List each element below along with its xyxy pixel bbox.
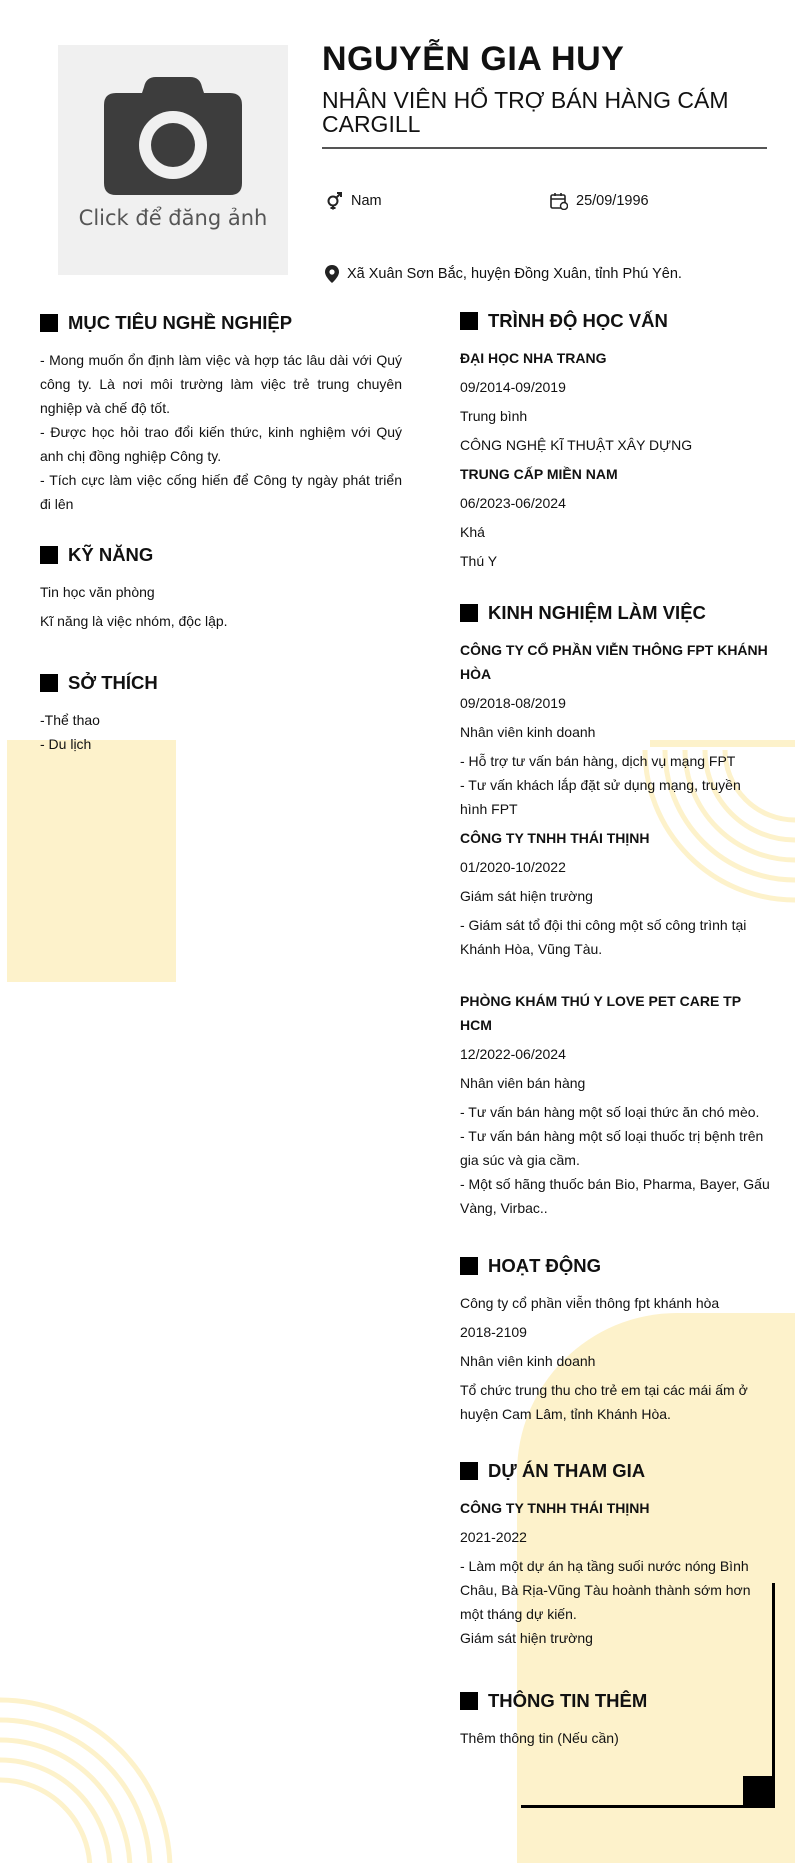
objective-line: - Tích cực làm việc cống hiến để Công ty ngày phát triển đi lên <box>40 472 402 512</box>
activity-description: Tổ chức trung thu cho trẻ em tại các mái ấm ở huyện Cam Lâm, tỉnh Khánh Hòa. <box>460 1382 748 1422</box>
gender-value: Nam <box>351 193 382 209</box>
school-major: CÔNG NGHỆ KĨ THUẬT XÂY DỰNG <box>460 437 693 453</box>
hobbies-section <box>40 672 402 756</box>
job-position: Nhân viên bán hàng <box>460 1075 586 1091</box>
job-detail: - Hỗ trợ tư vấn bán hàng, dịch vụ mạng FPT <box>460 753 736 769</box>
birthdate-info <box>550 192 649 210</box>
activity-org: Công ty cổ phần viễn thông fpt khánh hòa <box>460 1295 720 1311</box>
job-detail: - Tư vấn khách lắp đặt sử dụng mạng, truyền hình FPT <box>460 777 741 817</box>
heading-marker <box>460 312 478 330</box>
heading-marker <box>460 1692 478 1710</box>
education-section <box>460 310 770 573</box>
skill-item: Tin học văn phòng <box>40 584 155 600</box>
job-title: NHÂN VIÊN HỔ TRỢ BÁN HÀNG CÁM CARGILL <box>322 87 729 137</box>
school-period: 09/2014-09/2019 <box>460 379 566 395</box>
birthdate-value: 25/09/1996 <box>576 193 649 209</box>
job-detail: - Một số hãng thuốc bán Bio, Pharma, Bayer, Gấu Vàng, Virbac.. <box>460 1176 770 1216</box>
activities-heading: HOẠT ĐỘNG <box>460 1255 770 1277</box>
corner-vertical-line <box>772 1583 775 1808</box>
objective-line: - Được học hỏi trao đổi kiến thức, kinh nghiệm với Quý anh chị đồng nghiệp Công ty. <box>40 424 402 464</box>
job-position: Giám sát hiện trường <box>460 888 593 904</box>
job-company: CÔNG TY CỔ PHẦN VIỄN THÔNG FPT KHÁNH HÒA <box>460 642 768 682</box>
heading-marker <box>460 1257 478 1275</box>
address-value: Xã Xuân Sơn Bắc, huyện Đồng Xuân, tỉnh Phú Yên. <box>347 266 682 282</box>
arc-decoration-bottom-left <box>0 1690 180 1863</box>
corner-horizontal-line <box>521 1805 775 1808</box>
experience-heading: KINH NGHIỆM LÀM VIỆC <box>460 602 770 624</box>
school-major: Thú Y <box>460 553 498 569</box>
school-name: ĐẠI HỌC NHA TRANG <box>460 350 607 366</box>
school-name: TRUNG CẤP MIỀN NAM <box>460 466 618 482</box>
photo-caption: Click để đăng ảnh <box>78 206 268 230</box>
job-company: PHÒNG KHÁM THÚ Y LOVE PET CARE TP HCM <box>460 993 741 1033</box>
objective-section <box>40 312 402 516</box>
education-heading: TRÌNH ĐỘ HỌC VẤN <box>460 310 770 332</box>
extra-text: Thêm thông tin (Nếu cần) <box>460 1730 619 1746</box>
job-detail: - Giám sát tổ đội thi công một số công trình tại Khánh Hòa, Vũng Tàu. <box>460 917 747 957</box>
extra-heading: THÔNG TIN THÊM <box>460 1690 760 1712</box>
hobby-item: -Thể thao <box>40 712 100 728</box>
job-period: 01/2020-10/2022 <box>460 859 566 875</box>
header-divider <box>322 147 767 149</box>
objective-heading: MỤC TIÊU NGHỀ NGHIỆP <box>40 312 402 334</box>
job-company: CÔNG TY TNHH THÁI THỊNH <box>460 830 650 846</box>
project-description: - Làm một dự án hạ tầng suối nước nóng Bình Châu, Bà Rịa-Vũng Tàu hoành thành sớm hơn một tháng dự kiến. <box>460 1558 751 1622</box>
heading-marker <box>460 1462 478 1480</box>
gender-icon <box>325 192 343 210</box>
experience-section <box>460 602 770 1220</box>
calendar-icon <box>550 192 568 210</box>
job-position: Nhân viên kinh doanh <box>460 724 596 740</box>
activity-role: Nhân viên kinh doanh <box>460 1353 596 1369</box>
candidate-name: NGUYỄN GIA HUY <box>322 40 625 78</box>
hobby-item: - Du lịch <box>40 736 92 752</box>
project-company: CÔNG TY TNHH THÁI THỊNH <box>460 1500 650 1516</box>
school-grade: Khá <box>460 524 485 540</box>
job-detail: - Tư vấn bán hàng một số loại thuốc trị bệnh trên gia súc và gia cầm. <box>460 1128 764 1168</box>
projects-heading: DỰ ÁN THAM GIA <box>460 1460 760 1482</box>
address-info <box>325 265 682 283</box>
skill-item: Kĩ năng là việc nhóm, độc lập. <box>40 613 228 629</box>
hobbies-heading: SỞ THÍCH <box>40 672 402 694</box>
job-period: 12/2022-06/2024 <box>460 1046 566 1062</box>
project-role: Giám sát hiện trường <box>460 1630 593 1646</box>
location-pin-icon <box>325 265 339 283</box>
skills-section <box>40 544 402 633</box>
job-period: 09/2018-08/2019 <box>460 695 566 711</box>
project-period: 2021-2022 <box>460 1529 527 1545</box>
school-period: 06/2023-06/2024 <box>460 495 566 511</box>
heading-marker <box>460 604 478 622</box>
heading-marker <box>40 546 58 564</box>
corner-square <box>743 1776 775 1808</box>
activities-section <box>460 1255 770 1426</box>
gender-info <box>325 192 382 210</box>
skills-heading: KỸ NĂNG <box>40 544 402 566</box>
heading-marker <box>40 674 58 692</box>
school-grade: Trung bình <box>460 408 528 424</box>
job-detail: - Tư vấn bán hàng một số loại thức ăn chó mèo. <box>460 1104 760 1120</box>
activity-period: 2018-2109 <box>460 1324 527 1340</box>
yellow-block-left <box>7 740 176 982</box>
projects-section <box>460 1460 760 1650</box>
extra-section <box>460 1690 760 1750</box>
photo-upload[interactable] <box>58 45 288 275</box>
camera-icon <box>104 77 242 197</box>
heading-marker <box>40 314 58 332</box>
objective-line: - Mong muốn ổn định làm việc và hợp tác lâu dài với Quý công ty. Là nơi môi trường làm việc trẻ trung chuyên nghiệp và chế độ tốt. <box>40 352 402 416</box>
